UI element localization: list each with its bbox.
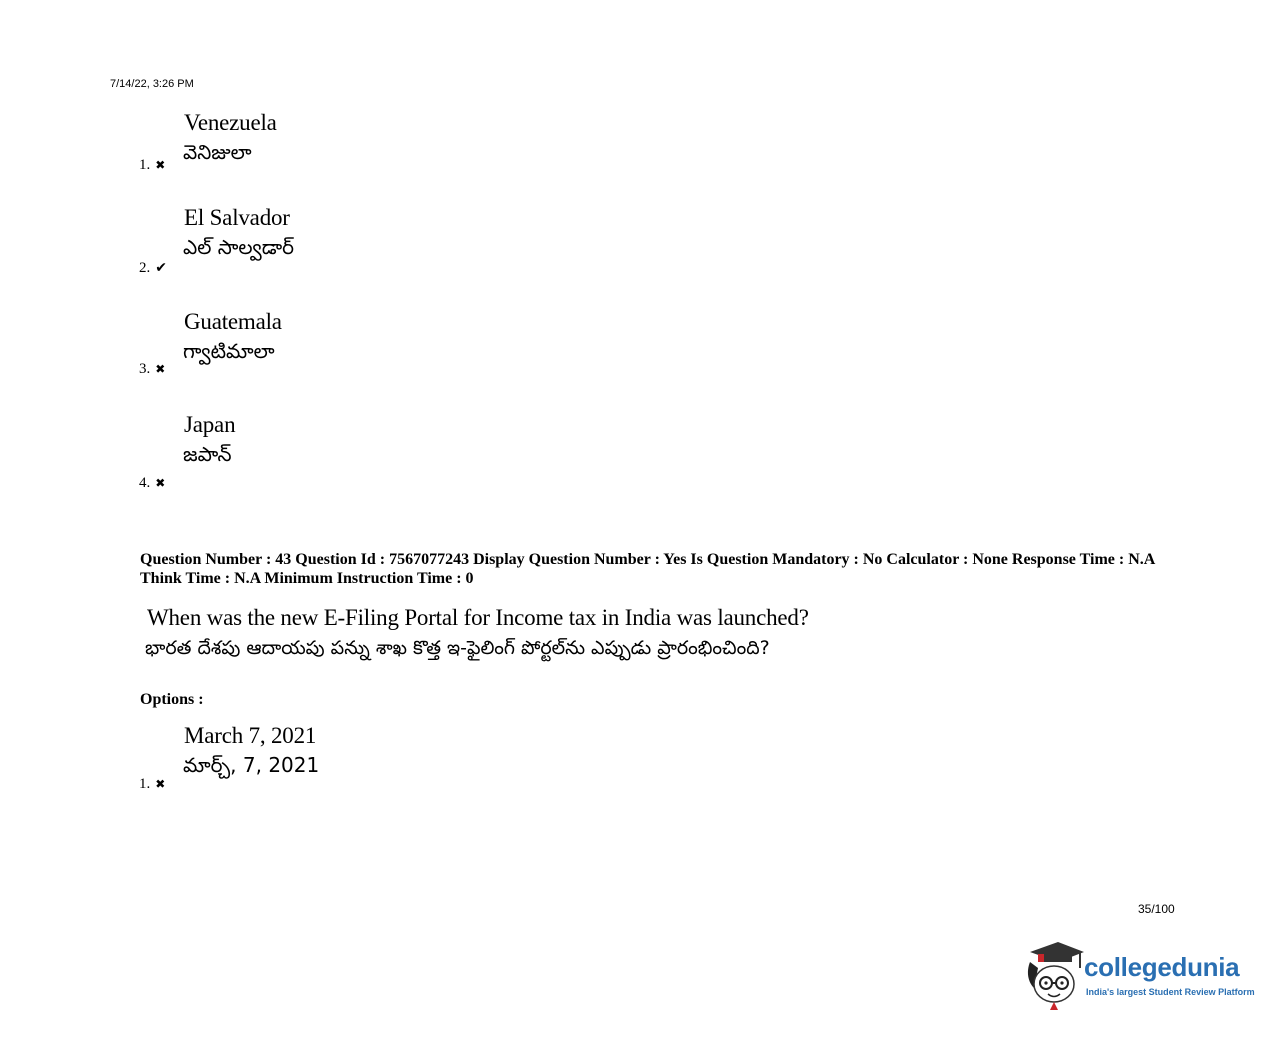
question-metadata: Question Number : 43 Question Id : 7567077243 Display Question Number : Yes Is Question Mandatory : No Calculator : None Response Time : N.A Think Time : N.A Minimum Instruction Time : 0 (140, 551, 1155, 587)
option-text-te: మార్చ్, 7, 2021 (183, 753, 320, 777)
question-text-te: భారత దేశపు ఆదాయపు పన్ను శాఖ కొత్త ఇ-ఫైలింగ్ పోర్టల్‌ను ఎప్పుడు ప్రారంభించింది? (145, 637, 770, 659)
option-number: 1. ✖ (139, 157, 166, 173)
collegedunia-logo (1024, 938, 1254, 1010)
print-timestamp: 7/14/22, 3:26 PM (110, 78, 194, 90)
option-text-te: వెనిజులా (183, 140, 252, 164)
cross-icon: ✖ (155, 158, 166, 172)
logo-brand-text: collegedunia (1084, 952, 1240, 982)
option-text-en: Guatemala (184, 309, 282, 334)
option-number: 3. ✖ (139, 361, 166, 377)
cross-icon: ✖ (155, 777, 166, 791)
option-text-te: జపాన్ (183, 442, 232, 466)
option-number: 1. ✖ (139, 776, 166, 792)
option-number: 2. ✔ (139, 260, 167, 276)
option-text-en: Venezuela (184, 110, 277, 135)
cross-icon: ✖ (155, 476, 166, 490)
option-number: 4. ✖ (139, 475, 166, 491)
options-label: Options : (140, 691, 204, 708)
option-text-te: ఎల్ సాల్వడార్ (183, 235, 294, 259)
option-text-en: El Salvador (184, 205, 290, 230)
page-number: 35/100 (1138, 902, 1175, 916)
question-text-en: When was the new E-Filing Portal for Income tax in India was launched? (147, 605, 809, 630)
option-text-te: గ్వాటిమాలా (183, 339, 275, 363)
cross-icon: ✖ (155, 362, 166, 376)
check-icon: ✔ (155, 260, 167, 276)
option-text-en: Japan (184, 412, 236, 437)
option-text-en: March 7, 2021 (184, 723, 317, 748)
logo-tagline: India's largest Student Review Platform (1086, 987, 1255, 997)
mascot-icon (1024, 938, 1086, 1010)
